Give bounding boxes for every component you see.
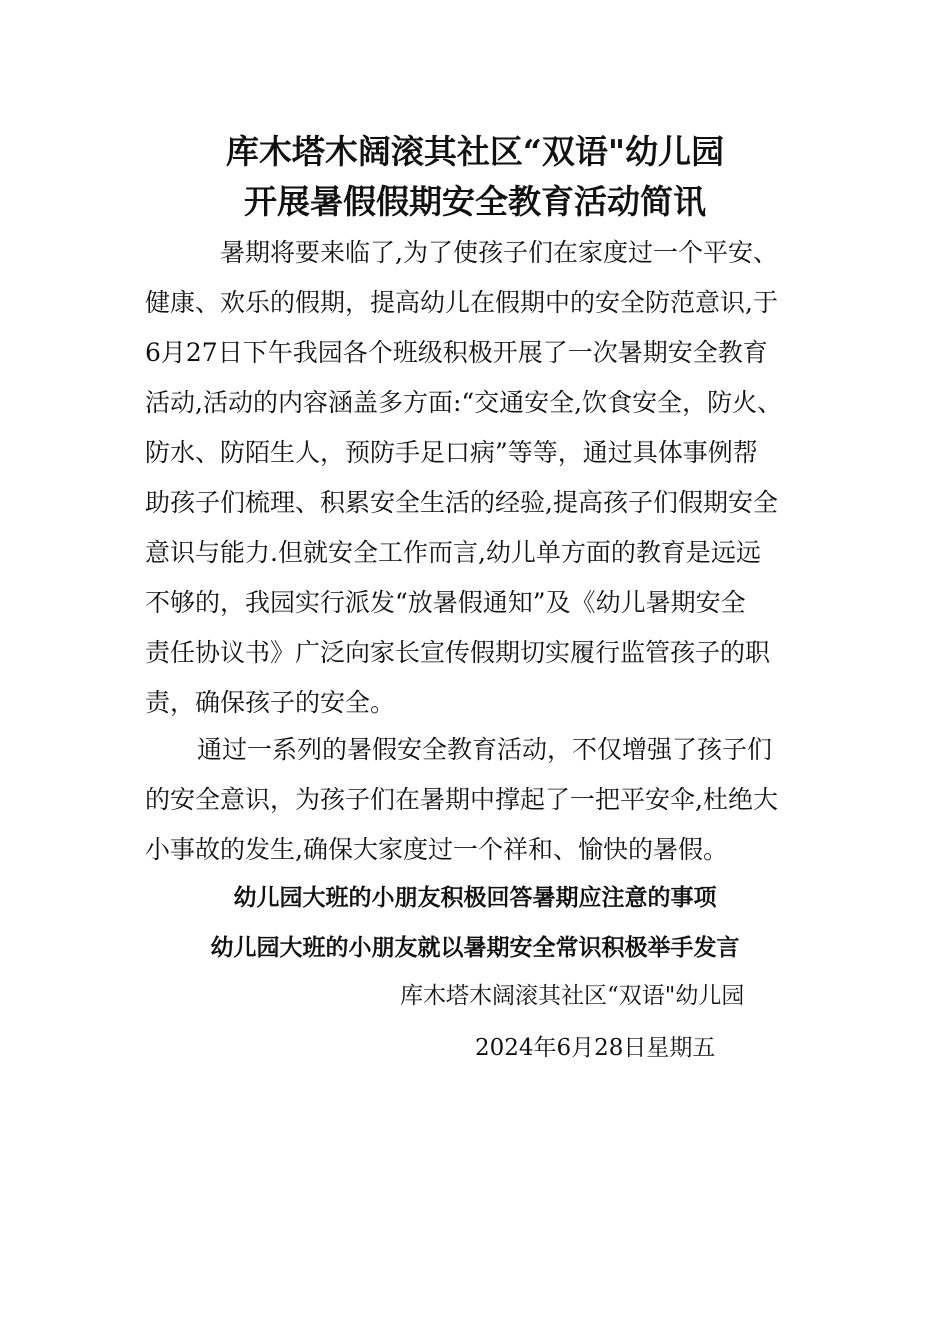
paragraph-2 xyxy=(145,725,825,875)
paragraph-1 xyxy=(145,228,825,728)
paragraph-2-line: 小事故的发生,确保大家度过一个祥和、愉快的暑假。 xyxy=(145,835,728,864)
photo-caption-2: 幼儿园大班的小朋友就以暑期安全常识积极举手发言 xyxy=(210,934,740,961)
paragraph-1-line: 暑期将要来临了,为了使孩子们在家度过一个平安、 xyxy=(220,238,778,267)
paragraph-1-line: 活动,活动的内容涵盖多方面:“交通安全,饮食安全，防火、 xyxy=(145,388,783,417)
paragraph-2-line: 通过一系列的暑假安全教育活动，不仅增强了孩子们 xyxy=(197,735,773,764)
paragraph-1-line: 助孩子们梳理、积累安全生活的经验,提高孩子们假期安全 xyxy=(145,488,778,517)
paragraph-1-line: 防水、防陌生人，预防手足口病”等等，通过具体事例帮 xyxy=(145,438,758,467)
paragraph-1-line: 责，确保孩子的安全。 xyxy=(145,688,396,717)
paragraph-1-line: 不够的，我园实行派发“放暑假通知”及《幼儿暑期安全 xyxy=(145,588,746,617)
paragraph-1-line: 6月27日下午我园各个班级积极开展了一次暑期安全教育 xyxy=(145,338,768,367)
title-line-1: 库木塔木阔滚其社区“双语"幼儿园 xyxy=(225,132,725,171)
paragraph-1-line: 责任协议书》广泛向家长宣传假期切实履行监管孩子的职 xyxy=(145,638,771,667)
title-line-2: 开展暑假假期安全教育活动简讯 xyxy=(244,182,706,221)
paragraph-2-line: 的安全意识，为孩子们在暑期中撑起了一把平安伞,杜绝大 xyxy=(145,785,778,814)
signature-date: 2024年6月28日星期五 xyxy=(475,1035,716,1061)
paragraph-1-line: 意识与能力.但就安全工作而言,幼儿单方面的教育是远远 xyxy=(145,538,761,567)
paragraph-1-line: 健康、欢乐的假期，提高幼儿在假期中的安全防范意识,于 xyxy=(145,288,778,317)
photo-caption-1: 幼儿园大班的小朋友积极回答暑期应注意的事项 xyxy=(233,884,717,911)
signature-organization: 库木塔木阔滚其社区“双语"幼儿园 xyxy=(400,983,745,1009)
